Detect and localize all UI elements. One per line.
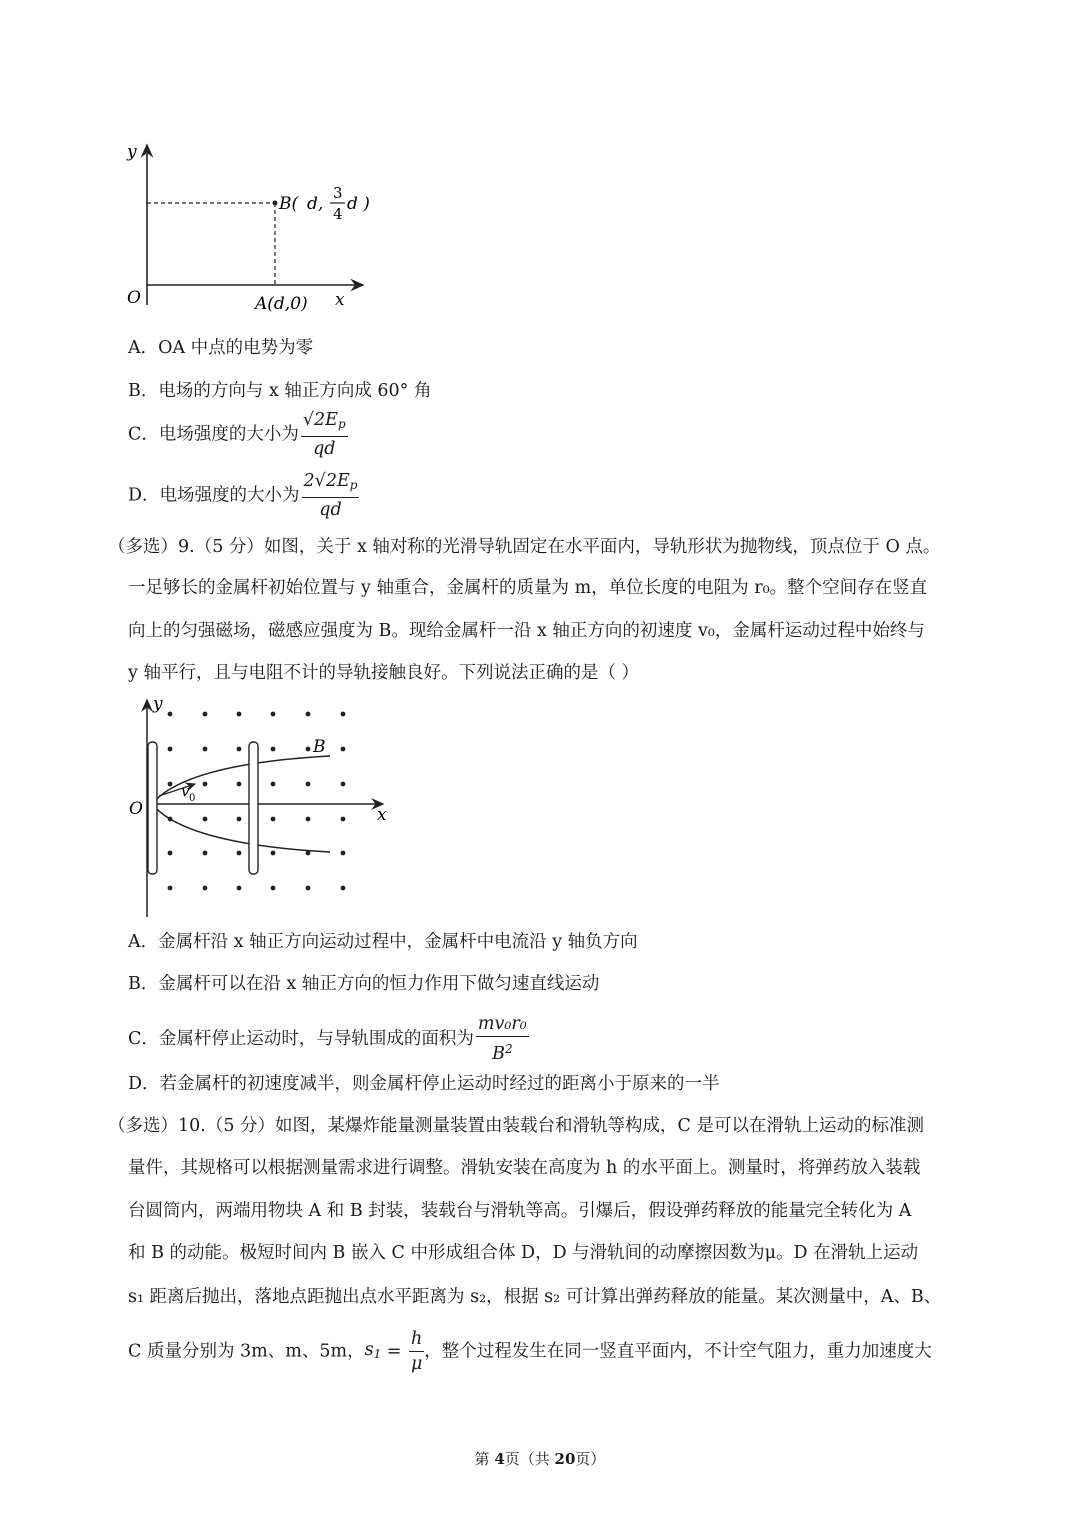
field-dot — [306, 886, 311, 891]
field-dot — [168, 712, 173, 717]
q8-option-c-prefix: C．电场强度的大小为 — [128, 424, 299, 445]
field-dot — [341, 712, 346, 717]
point-b-prefix: B( — [279, 194, 299, 214]
q8-c-num-sub: p — [337, 417, 346, 431]
q9-option-c — [128, 1012, 529, 1066]
q10-line-6-prefix: C 质量分别为 3m、m、5m， — [128, 1341, 365, 1362]
q9-line-1: （多选）9.（5 分）如图，关于 x 轴对称的光滑导轨固定在水平面内，导轨形状为抛物线，顶点位于 O 点。 — [108, 537, 941, 557]
page-footer — [0, 1448, 1080, 1469]
q8-option-d-prefix: D．电场强度的大小为 — [128, 485, 300, 506]
metal-rod-initial — [148, 742, 157, 874]
field-dot — [271, 817, 276, 822]
q10-line-3: 台圆筒内，两端用物块 A 和 B 封装，装载台与滑轨等高。引爆后，假设弹药释放的能量完全转化为 A — [128, 1201, 912, 1221]
q10-line-1: （多选）10.（5 分）如图，某爆炸能量测量装置由装载台和滑轨等构成，C 是可以在滑轨上运动的标准测 — [108, 1116, 924, 1136]
field-dot — [203, 886, 208, 891]
q10-line-5: s₁ 距离后抛出，落地点距抛出点水平距离为 s₂，根据 s₂ 可计算出弹药释放的能量。某次测量中，A、B、 — [128, 1287, 942, 1307]
footer-suffix: 页） — [575, 1450, 606, 1468]
q10-line-6 — [128, 1327, 932, 1376]
fig2-v-label: v — [181, 782, 190, 800]
fig2-y-label: y — [153, 694, 163, 714]
footer-prefix: 第 — [474, 1450, 495, 1468]
q9-c-den-sup: 2 — [504, 1042, 513, 1056]
fig1-y-label: y — [127, 142, 137, 162]
field-dot — [237, 851, 242, 856]
field-dot — [168, 782, 173, 787]
q9-line-2: 一足够长的金属杆初始位置与 y 轴重合，金属杆的质量为 m，单位长度的电阻为 r₀。整个空间存在竖直 — [128, 578, 928, 598]
field-dot — [237, 782, 242, 787]
q8-d-den: qd — [319, 500, 342, 520]
point-b-dot — [273, 201, 278, 206]
field-dot — [306, 817, 311, 822]
field-dot — [271, 712, 276, 717]
q10-frac-num: h — [409, 1327, 424, 1352]
fig2-v-sub: 0 — [189, 793, 196, 804]
q8-d-num: 2√2E — [303, 471, 350, 491]
q9-line-4: y 轴平行，且与电阻不计的导轨接触良好。下列说法正确的是（ ） — [128, 663, 640, 683]
q10-line-6-suffix: ，整个过程发生在同一竖直平面内，不计空气阻力，重力加速度大 — [424, 1341, 932, 1362]
q9-option-c-prefix: C．金属杆停止运动时，与导轨围成的面积为 — [128, 1029, 474, 1049]
point-b-frac-num: 3 — [333, 184, 343, 202]
point-b-frac-den: 4 — [333, 205, 343, 223]
q9-option-c-fraction — [476, 1012, 529, 1066]
field-dot — [203, 747, 208, 752]
field-dot — [203, 851, 208, 856]
rail-upper — [152, 756, 330, 804]
fig2-b-label: B — [313, 737, 326, 757]
fig1-x-label: x — [335, 290, 345, 310]
field-dot — [306, 747, 311, 752]
q10-frac-den: μ — [410, 1354, 423, 1374]
point-b-d: d, — [307, 194, 324, 214]
q10-fraction — [409, 1327, 424, 1376]
field-dot — [341, 782, 346, 787]
q8-c-num: √2E — [302, 410, 338, 430]
field-dot — [341, 817, 346, 822]
field-dot — [237, 886, 242, 891]
field-dot — [203, 782, 208, 787]
field-dot — [168, 851, 173, 856]
figure-electric-field — [115, 135, 385, 315]
footer-middle: 页（共 — [504, 1450, 555, 1468]
field-dot — [203, 817, 208, 822]
q8-option-d — [128, 469, 359, 522]
field-dot — [237, 747, 242, 752]
q10-line-4: 和 B 的动能。极短时间内 B 嵌入 C 中形成组合体 D，D 与滑轨间的动摩擦因数为μ。D 在滑轨上运动 — [128, 1243, 919, 1263]
q8-option-d-fraction — [302, 469, 360, 522]
q9-line-3: 向上的匀强磁场，磁感应强度为 B。现给金属杆一沿 x 轴正方向的初速度 v₀，金属杆运动过程中始终与 — [128, 621, 925, 641]
rail-lower — [152, 804, 330, 852]
field-dot — [306, 712, 311, 717]
q9-option-d: D．若金属杆的初速度减半，则金属杆停止运动时经过的距离小于原来的一半 — [128, 1074, 720, 1094]
field-dot — [271, 747, 276, 752]
metal-rod-moving — [249, 742, 258, 874]
point-a-label: A(d,0) — [255, 294, 308, 314]
field-dot — [271, 851, 276, 856]
q8-c-den: qd — [313, 439, 336, 459]
field-dot — [341, 886, 346, 891]
q10-eq: = — [381, 1341, 407, 1362]
field-dot — [237, 817, 242, 822]
field-dot — [203, 712, 208, 717]
q8-option-a: A．OA 中点的电势为零 — [128, 338, 314, 358]
footer-page: 4 — [494, 1450, 505, 1468]
q10-s: s — [364, 1339, 374, 1360]
q9-option-b: B．金属杆可以在沿 x 轴正方向的恒力作用下做匀速直线运动 — [128, 974, 600, 994]
field-dot — [341, 851, 346, 856]
field-dot — [168, 747, 173, 752]
q8-d-num-sub: p — [349, 478, 358, 492]
field-dot — [271, 782, 276, 787]
q8-option-b: B．电场的方向与 x 轴正方向成 60° 角 — [128, 381, 432, 401]
field-dot — [271, 886, 276, 891]
field-dot — [237, 712, 242, 717]
fig1-origin-label: O — [127, 288, 141, 308]
q10-line-2: 量件，其规格可以根据测量需求进行调整。滑轨安装在高度为 h 的水平面上。测量时，将弹药放入装载 — [128, 1158, 921, 1178]
q9-c-num: mv₀r₀ — [476, 1012, 529, 1037]
field-dot — [168, 886, 173, 891]
q9-option-a: A．金属杆沿 x 轴正方向运动过程中，金属杆中电流沿 y 轴负方向 — [128, 932, 638, 952]
fig2-x-label: x — [377, 805, 387, 825]
q8-option-c — [128, 408, 348, 461]
point-b-suffix: d ) — [347, 194, 370, 214]
field-dot — [306, 782, 311, 787]
q9-c-den: B — [492, 1044, 505, 1064]
footer-total: 20 — [554, 1450, 576, 1468]
q10-s-sub: 1 — [373, 1346, 382, 1361]
field-dot — [341, 747, 346, 752]
q8-option-c-fraction — [301, 408, 348, 461]
figure-magnetic-rail — [125, 692, 395, 922]
fig2-origin-label: O — [129, 799, 143, 819]
